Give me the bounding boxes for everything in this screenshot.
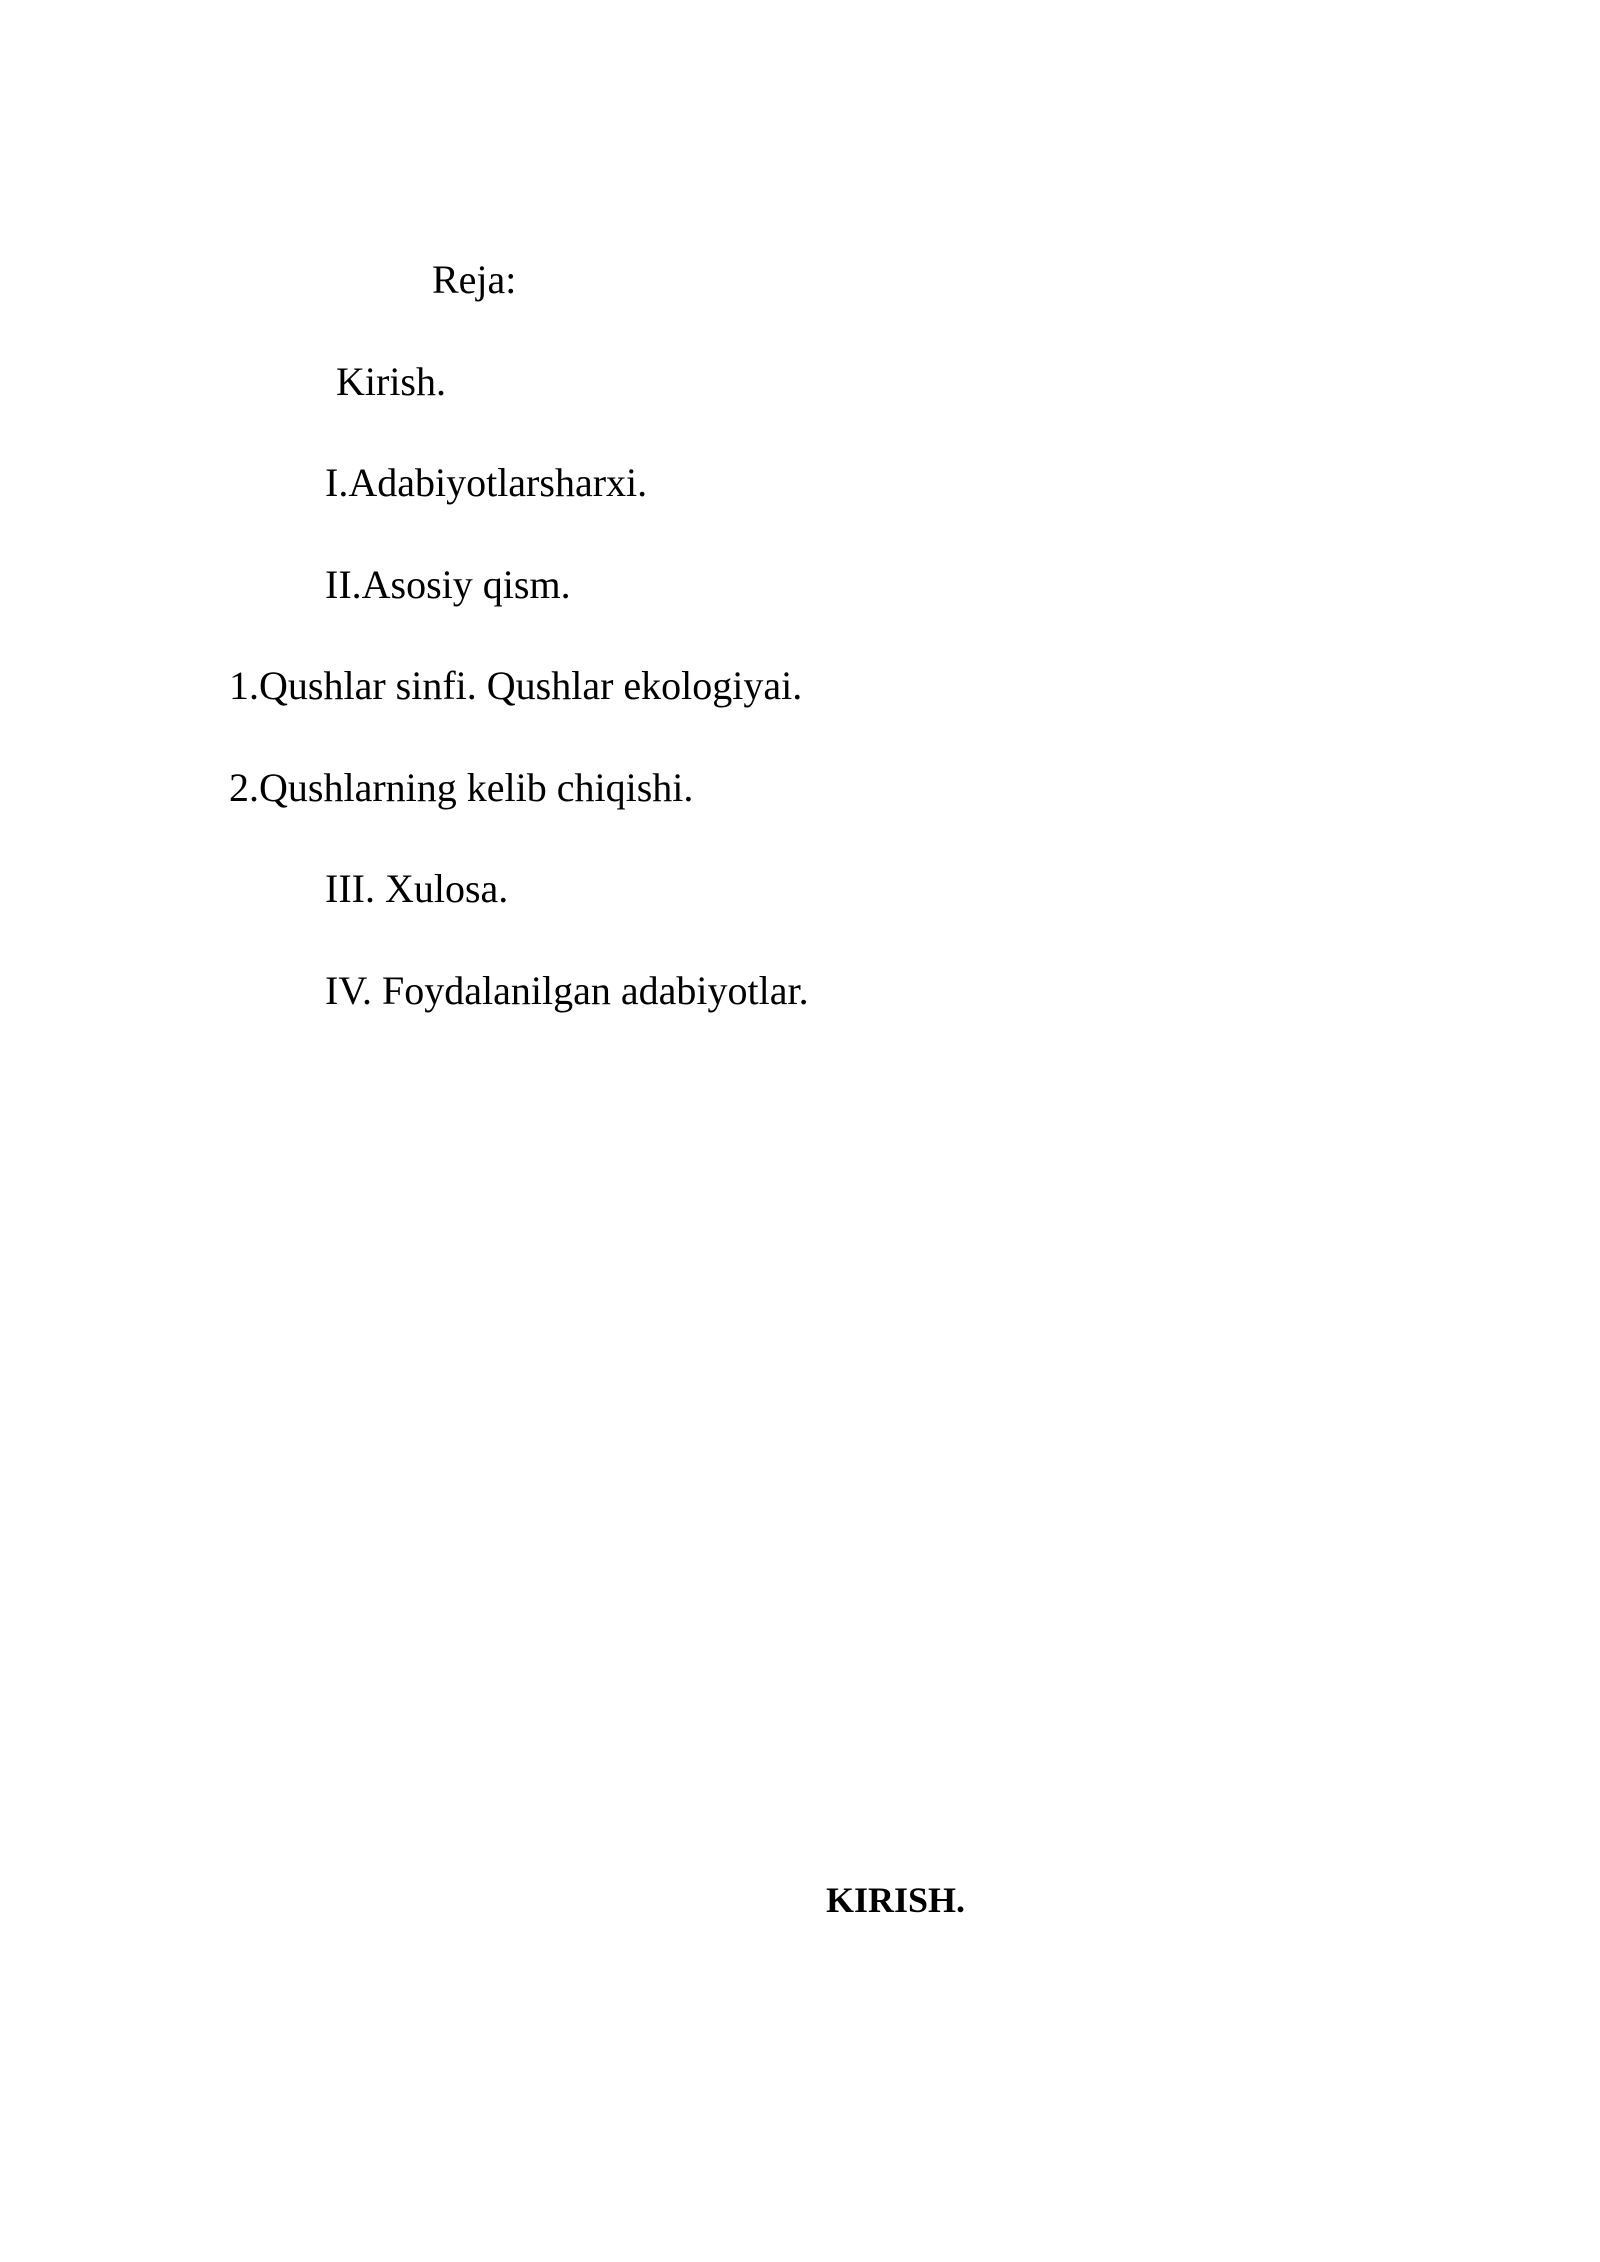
plan-subitem-bird-origin: 2.Qushlarning kelib chiqishi.: [229, 765, 694, 810]
plan-item-main-part: II.Asosiy qism.: [325, 562, 571, 607]
section-heading: KIRISH.: [826, 1880, 966, 1920]
plan-item-intro: Kirish.: [336, 359, 446, 404]
plan-subitem-bird-class: 1.Qushlar sinfi. Qushlar ekologiyai.: [229, 663, 803, 708]
plan-item-conclusion: III. Xulosa.: [325, 866, 509, 911]
plan-item-literature-review: I.Adabiyotlarsharxi.: [325, 460, 648, 505]
plan-title: Reja:: [432, 257, 517, 302]
plan-item-references: IV. Foydalanilgan adabiyotlar.: [325, 968, 809, 1013]
